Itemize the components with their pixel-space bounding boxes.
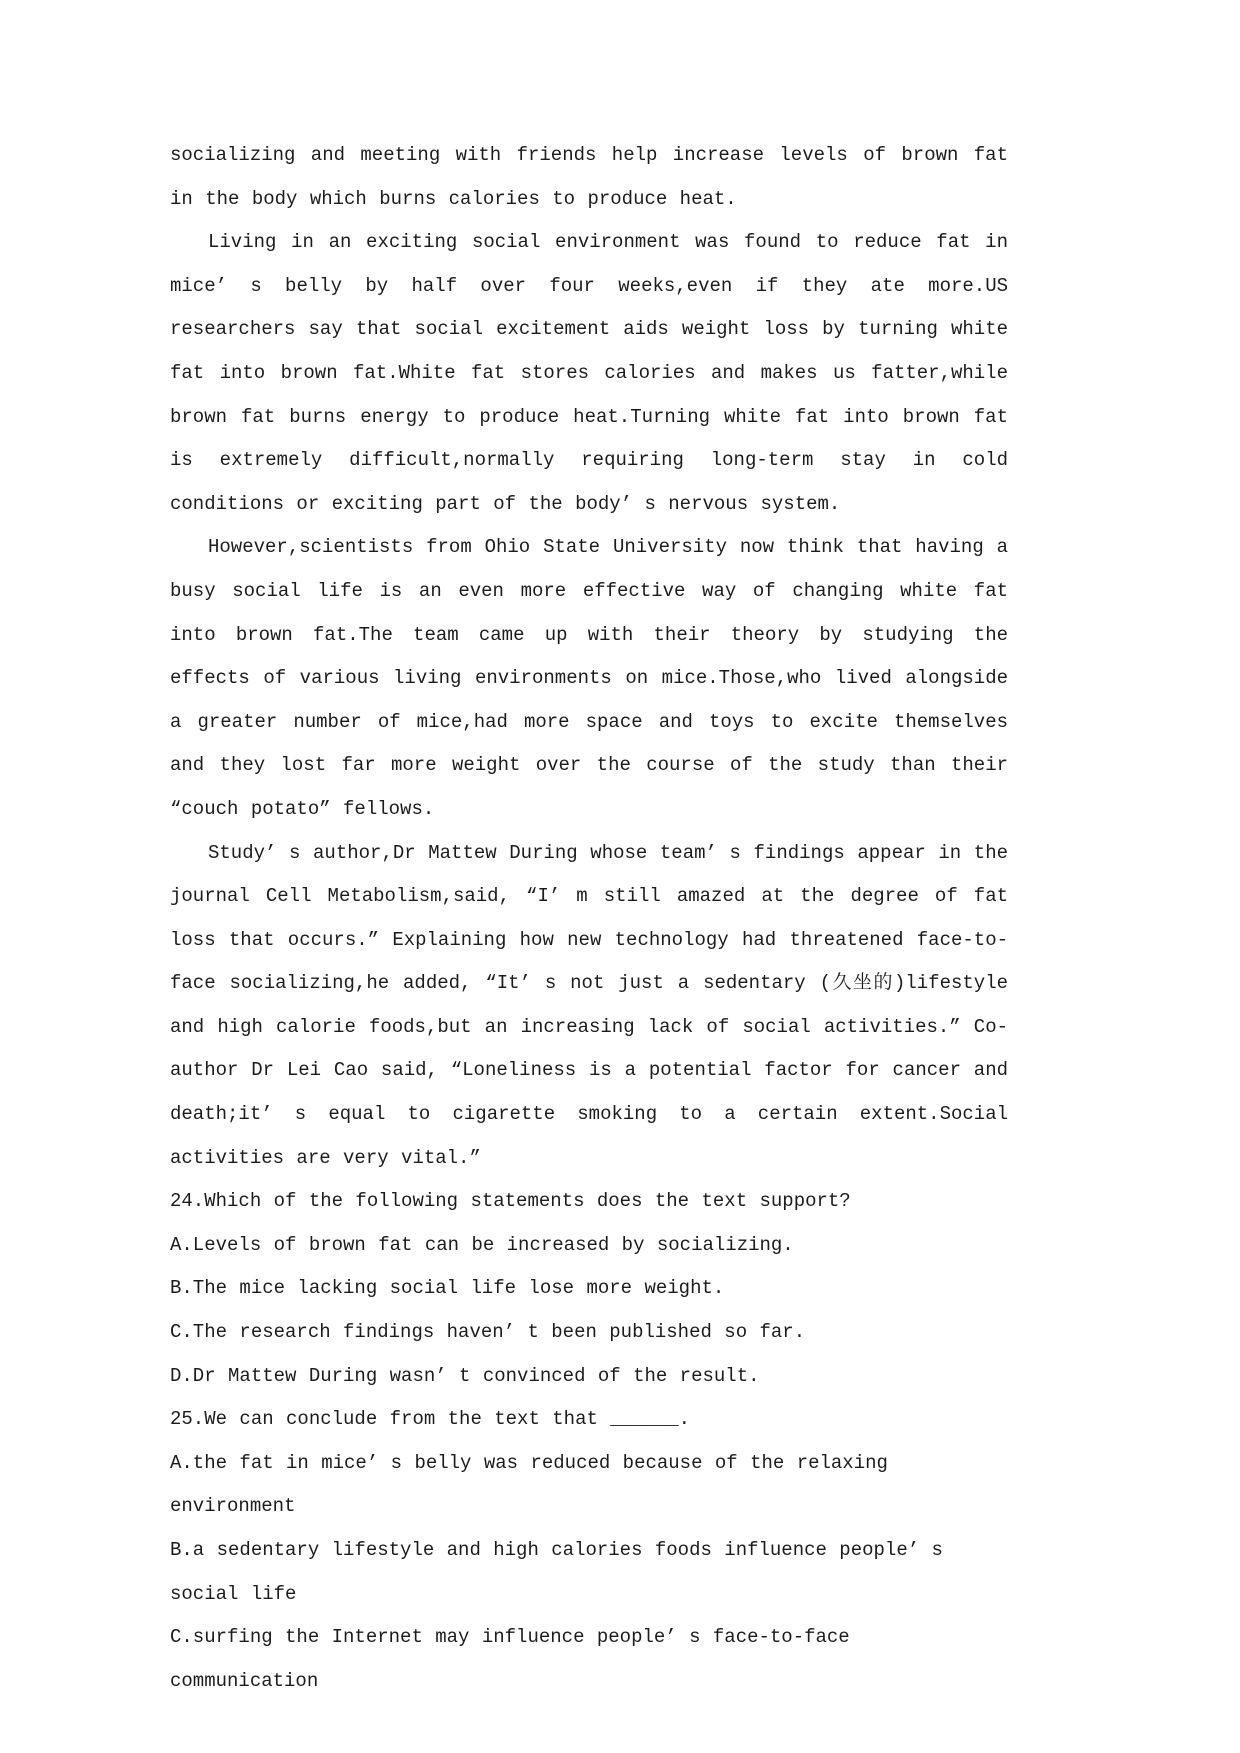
body-paragraph: Study’ s author,Dr Mattew During whose team’ s findings appear in the journal Cell Metabolism,said, “I’ m still amazed at the degree of fat loss that occurs.” Explaining how new technology had threatened face-to-face socializing,he added, “It’ s not just a sedentary (久坐的)lifestyle and high calorie foods,but an increasing lack of social activities.” Co-author Dr Lei Cao said, “Loneliness is a potential factor for cancer and death;it’ s equal to cigarette smoking to a certain extent.Social activities are very vital.” [170, 841, 1008, 1169]
question-25-stem: 25.We can conclude from the text that ______. [170, 1408, 691, 1431]
question-25-option-c: C.surfing the Internet may influence people’ s face-to-face communication [170, 1626, 850, 1692]
body-paragraph-continuation: socializing and meeting with friends help increase levels of brown fat in the body which burns calories to produce heat. [170, 144, 1008, 210]
question-24-stem: 24.Which of the following statements does the text support? [170, 1190, 851, 1213]
body-paragraph: However,scientists from Ohio State University now think that having a busy social life is an even more effective way of changing white fat into brown fat.The team came up with their theory by studying the effects of various living environments on mice.Those,who lived alongside a greater number of mice,had more space and toys to excite themselves and they lost far more weight over the course of the study than their “couch potato” fellows. [170, 536, 1008, 820]
question-block-25 [170, 1398, 1008, 1703]
question-24-option-c: C.The research findings haven’ t been published so far. [170, 1321, 806, 1344]
question-24-option-b: B.The mice lacking social life lose more weight. [170, 1277, 725, 1300]
question-24-option-d: D.Dr Mattew During wasn’ t convinced of the result. [170, 1364, 760, 1387]
body-paragraph: Living in an exciting social environment was found to reduce fat in mice’ s belly by half over four weeks,even if they ate more.US researchers say that social excitement aids weight loss by turning white fat into brown fat.White fat stores calories and makes us fatter,while brown fat burns energy to produce heat.Turning white fat into brown fat is extremely difficult,normally requiring long-term stay in cold conditions or exciting part of the body’ s nervous system. [170, 231, 1008, 515]
question-25-option-b: B.a sedentary lifestyle and high calories foods influence people’ s social life [170, 1539, 943, 1605]
question-25-option-a: A.the fat in mice’ s belly was reduced because of the relaxing environment [170, 1451, 888, 1518]
question-block-24 [170, 1180, 1008, 1398]
question-24-option-a: A.Levels of brown fat can be increased by socializing. [170, 1233, 794, 1256]
